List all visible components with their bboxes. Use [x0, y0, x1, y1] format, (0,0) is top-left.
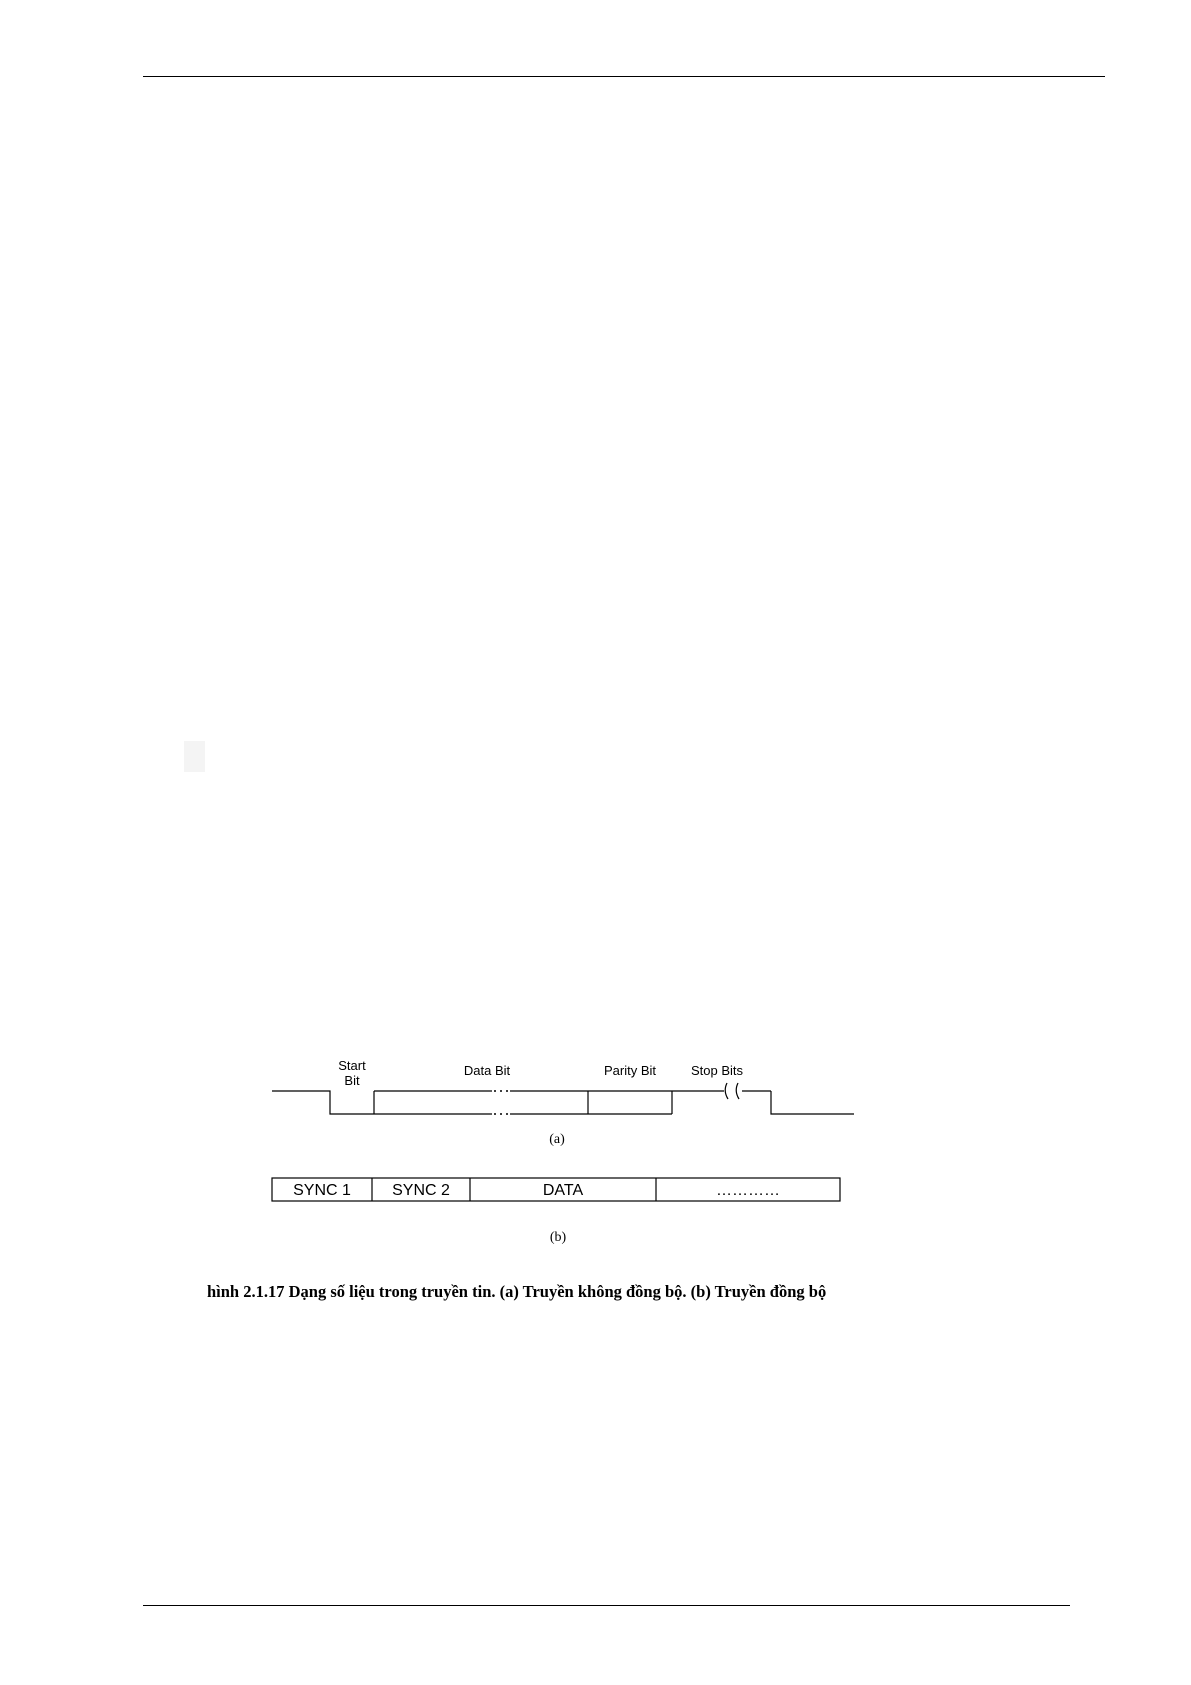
parity-bit-label: Parity Bit [603, 1063, 657, 1078]
idle-line-left [272, 1091, 374, 1114]
data-bit-label: Data Bit [463, 1063, 511, 1078]
start-bit-label-line1: Start [338, 1058, 366, 1073]
figure-svg [260, 1050, 880, 1255]
break-mark-2 [736, 1083, 739, 1099]
continuation-dots [494, 1090, 508, 1115]
stop-bits-label: Stop Bits [690, 1063, 744, 1078]
data-cell: DATA [542, 1182, 584, 1199]
footer-rule [143, 1605, 1070, 1606]
sync2-cell: SYNC 2 [392, 1182, 450, 1199]
sync1-cell: SYNC 1 [293, 1182, 351, 1199]
data-format-figure [260, 1050, 880, 1255]
figure-sublabel-a: (a) [549, 1132, 565, 1147]
start-bit-label-line2: Bit [344, 1073, 360, 1088]
header-rule [143, 76, 1105, 77]
figure-sublabel-b: (b) [549, 1230, 567, 1245]
scan-smudge [184, 741, 205, 772]
idle-line-right [771, 1091, 854, 1114]
figure-caption: hình 2.1.17 Dạng số liệu trong truyền tin. (a) Truyền không đồng bộ. (b) Truyền đồng bộ [207, 1282, 827, 1301]
ellipsis-cell: ………… [716, 1182, 780, 1199]
break-mark-1 [725, 1083, 728, 1099]
